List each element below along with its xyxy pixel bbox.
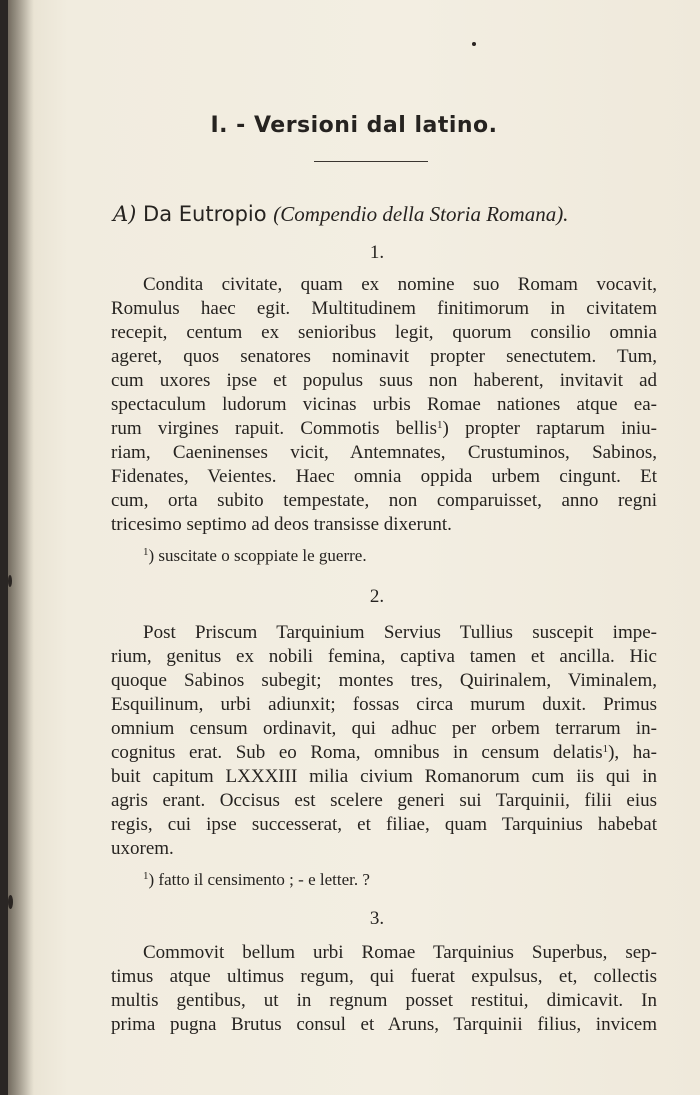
passage-line: multis gentibus, ut in regnum posset restitui, dimicavit. In bbox=[111, 990, 657, 1011]
passage-line: tricesimo septimo ad deos transisse dixerunt. bbox=[111, 514, 452, 535]
passage-line: quoque Sabinos subegit; montes tres, Quirinalem, Viminalem, bbox=[111, 670, 657, 691]
section-letter: A) bbox=[113, 202, 137, 226]
passage-line: Romulus haec egit. Multitudinem finitimorum in civitatem bbox=[111, 298, 657, 319]
passage-number: 1. bbox=[369, 242, 385, 263]
section-subtitle: (Compendio della Storia Romana). bbox=[273, 202, 569, 226]
passage-line: cum uxores ipse et populus suus non haberent, invitavit ad bbox=[111, 370, 657, 391]
passage-line: buit capitum LXXXIII milia civium Romanorum cum iis qui in bbox=[111, 766, 657, 787]
footnote-marker: 1 bbox=[143, 870, 149, 882]
footnote-marker: 1 bbox=[437, 419, 443, 431]
footnote: $^1$) suscitate o scoppiate le guerre. bbox=[143, 546, 367, 565]
passage-line: rum virgines rapuit. Commotis bellis$^1$) propter raptarum iniu- bbox=[111, 418, 658, 439]
passage-line: cognitus erat. Sub eo Roma, omnibus in censum delatis$^1$), ha- bbox=[111, 742, 658, 763]
passage-line: ageret, quos senatores nominavit propter senectutem. Tum, bbox=[111, 346, 657, 367]
footnote-marker: 1 bbox=[602, 743, 609, 755]
passage-line: spectaculum ludorum vicinas urbis Romae nationes atque ea- bbox=[111, 394, 657, 415]
gutter-shadow bbox=[8, 0, 34, 1095]
passage-line: uxorem. bbox=[111, 838, 174, 859]
passage-number: 2. bbox=[369, 586, 385, 607]
section-name: Da Eutropio bbox=[143, 202, 267, 226]
ink-spot bbox=[8, 895, 13, 909]
passage-line: omnium censum ordinavit, qui adhuc per orbem terrarum in- bbox=[111, 718, 657, 739]
passage-line: Esquilinum, urbi adiunxit; fossas circa murum duxit. Primus bbox=[111, 694, 657, 715]
passage-line: Fidenates, Veientes. Haec omnia oppida urbem cingunt. Et bbox=[111, 466, 657, 487]
section-heading bbox=[113, 202, 568, 227]
ink-spot bbox=[472, 42, 476, 46]
passage-line: agris erant. Occisus est scelere generi sui Tarquinii, filii eius bbox=[111, 790, 657, 811]
book-page bbox=[8, 0, 700, 1095]
passage-line: recepit, centum ex senioribus legit, quorum consilio omnia bbox=[111, 322, 657, 343]
chapter-title: I. - Versioni dal latino. bbox=[210, 113, 498, 138]
passage-line: Condita civitate, quam ex nomine suo Romam vocavit, bbox=[143, 274, 657, 295]
passage-line: riam, Caeninenses vicit, Antemnates, Crustuminos, Sabinos, bbox=[111, 442, 657, 463]
passage-line: cum, orta subito tempestate, non comparuisset, anno regni bbox=[111, 490, 657, 511]
title-rule bbox=[314, 161, 428, 162]
passage-line: Post Priscum Tarquinium Servius Tullius suscepit impe- bbox=[143, 622, 657, 643]
footnote-marker: 1 bbox=[143, 546, 149, 558]
passage-number: 3. bbox=[369, 908, 385, 929]
footnote: $^1$) fatto il censimento ; - e letter. ? bbox=[143, 870, 370, 889]
passage-line: regis, cui ipse successerat, et filiae, quam Tarquinius habebat bbox=[111, 814, 657, 835]
passage-line: timus atque ultimus regum, qui fuerat expulsus, et, collectis bbox=[111, 966, 657, 987]
passage-line: prima pugna Brutus consul et Aruns, Tarquinii filius, invicem bbox=[111, 1014, 657, 1035]
passage-line: rium, genitus ex nobili femina, captiva tamen et ancilla. Hic bbox=[111, 646, 657, 667]
passage-line: Commovit bellum urbi Romae Tarquinius Superbus, sep- bbox=[143, 942, 657, 963]
